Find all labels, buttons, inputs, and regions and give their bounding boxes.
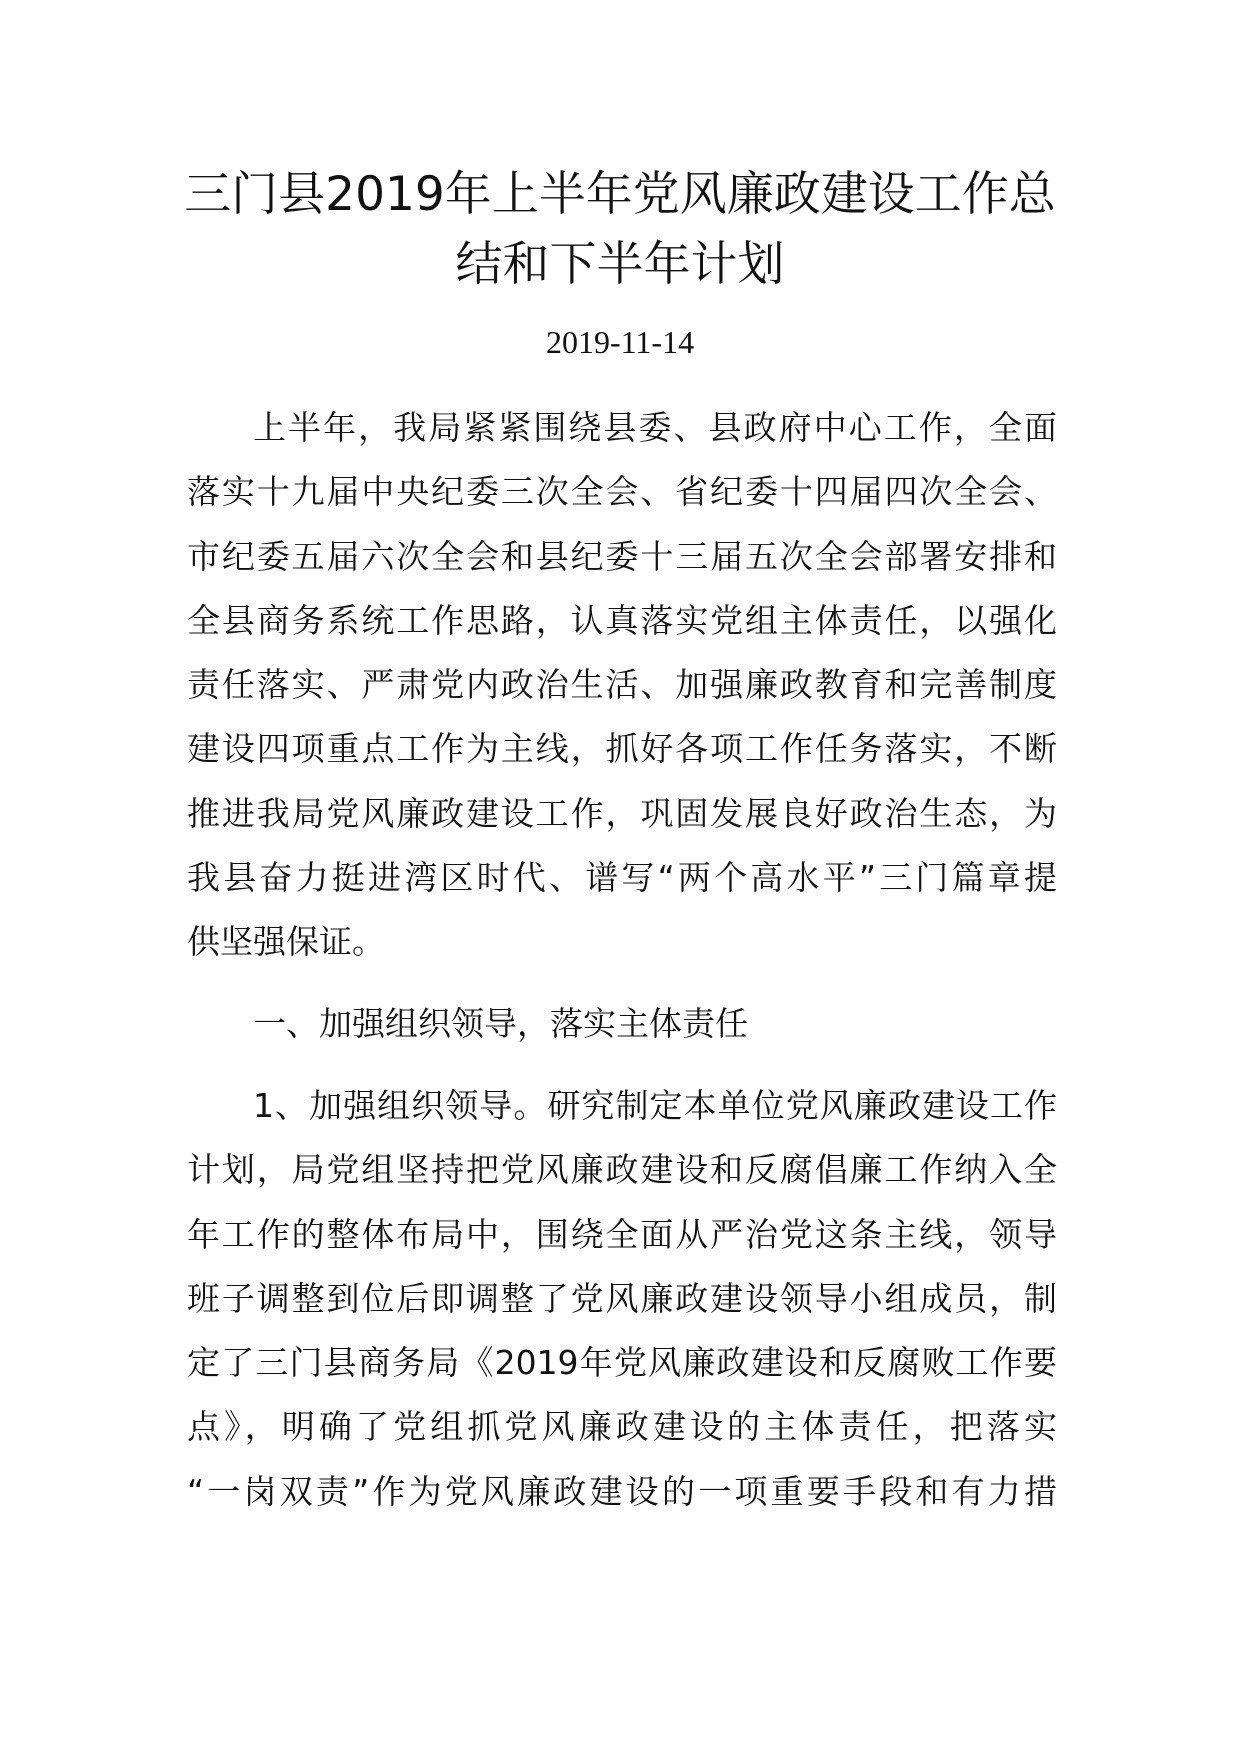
- text-line: 年工作的整体布局中，围绕全面从严治党这条主线，领导: [187, 1214, 1057, 1254]
- text-line: 推进我局党风廉政建设工作，巩固发展良好政治生态，为: [187, 793, 1057, 833]
- document-date: 2019-11-14: [545, 324, 695, 360]
- text-line: 上半年，我局紧紧围绕县委、县政府中心工作，全面: [253, 408, 1057, 447]
- title-line: 三门县2019年上半年党风廉政建设工作总: [184, 167, 1056, 222]
- paragraph-section-1: [187, 1074, 1057, 1524]
- text-line: 供坚强保证。: [187, 922, 385, 962]
- text-line: 落实十九届中央纪委三次全会、省纪委十四届四次全会、: [187, 472, 1057, 512]
- text-line: 建设四项重点工作为主线，抓好各项工作任务落实，不断: [187, 729, 1057, 769]
- text-line: “一岗双责”作为党风廉政建设的一项重要手段和有力措: [187, 1471, 1057, 1511]
- section-heading-text: 一、加强组织领导，落实主体责任: [253, 1004, 748, 1043]
- text-line: 计划，局党组坚持把党风廉政建设和反腐倡廉工作纳入全: [187, 1150, 1057, 1190]
- document-title: [150, 160, 1090, 300]
- section-heading: [187, 992, 1057, 1056]
- text-line: 定了三门县商务局《2019年党风廉政建设和反腐败工作要: [187, 1343, 1057, 1383]
- text-line: 全县商务系统工作思路，认真落实党组主体责任，以强化: [187, 600, 1057, 640]
- text-line: 我县奋力挺进湾区时代、谱写“两个高水平”三门篇章提: [187, 858, 1057, 898]
- text-line: 1、加强组织领导。研究制定本单位党风廉政建设工作: [253, 1086, 1057, 1125]
- text-line: 责任落实、严肃党内政治生活、加强廉政教育和完善制度: [187, 665, 1057, 705]
- paragraph-intro: [187, 396, 1057, 975]
- title-line: 结和下半年计划: [455, 237, 785, 292]
- text-line: 点》，明确了党组抓党风廉政建设的主体责任，把落实: [187, 1407, 1057, 1447]
- text-line: 市纪委五届六次全会和县纪委十三届五次全会部署安排和: [187, 536, 1057, 576]
- text-line: 班子调整到位后即调整了党风廉政建设领导小组成员，制: [187, 1278, 1057, 1318]
